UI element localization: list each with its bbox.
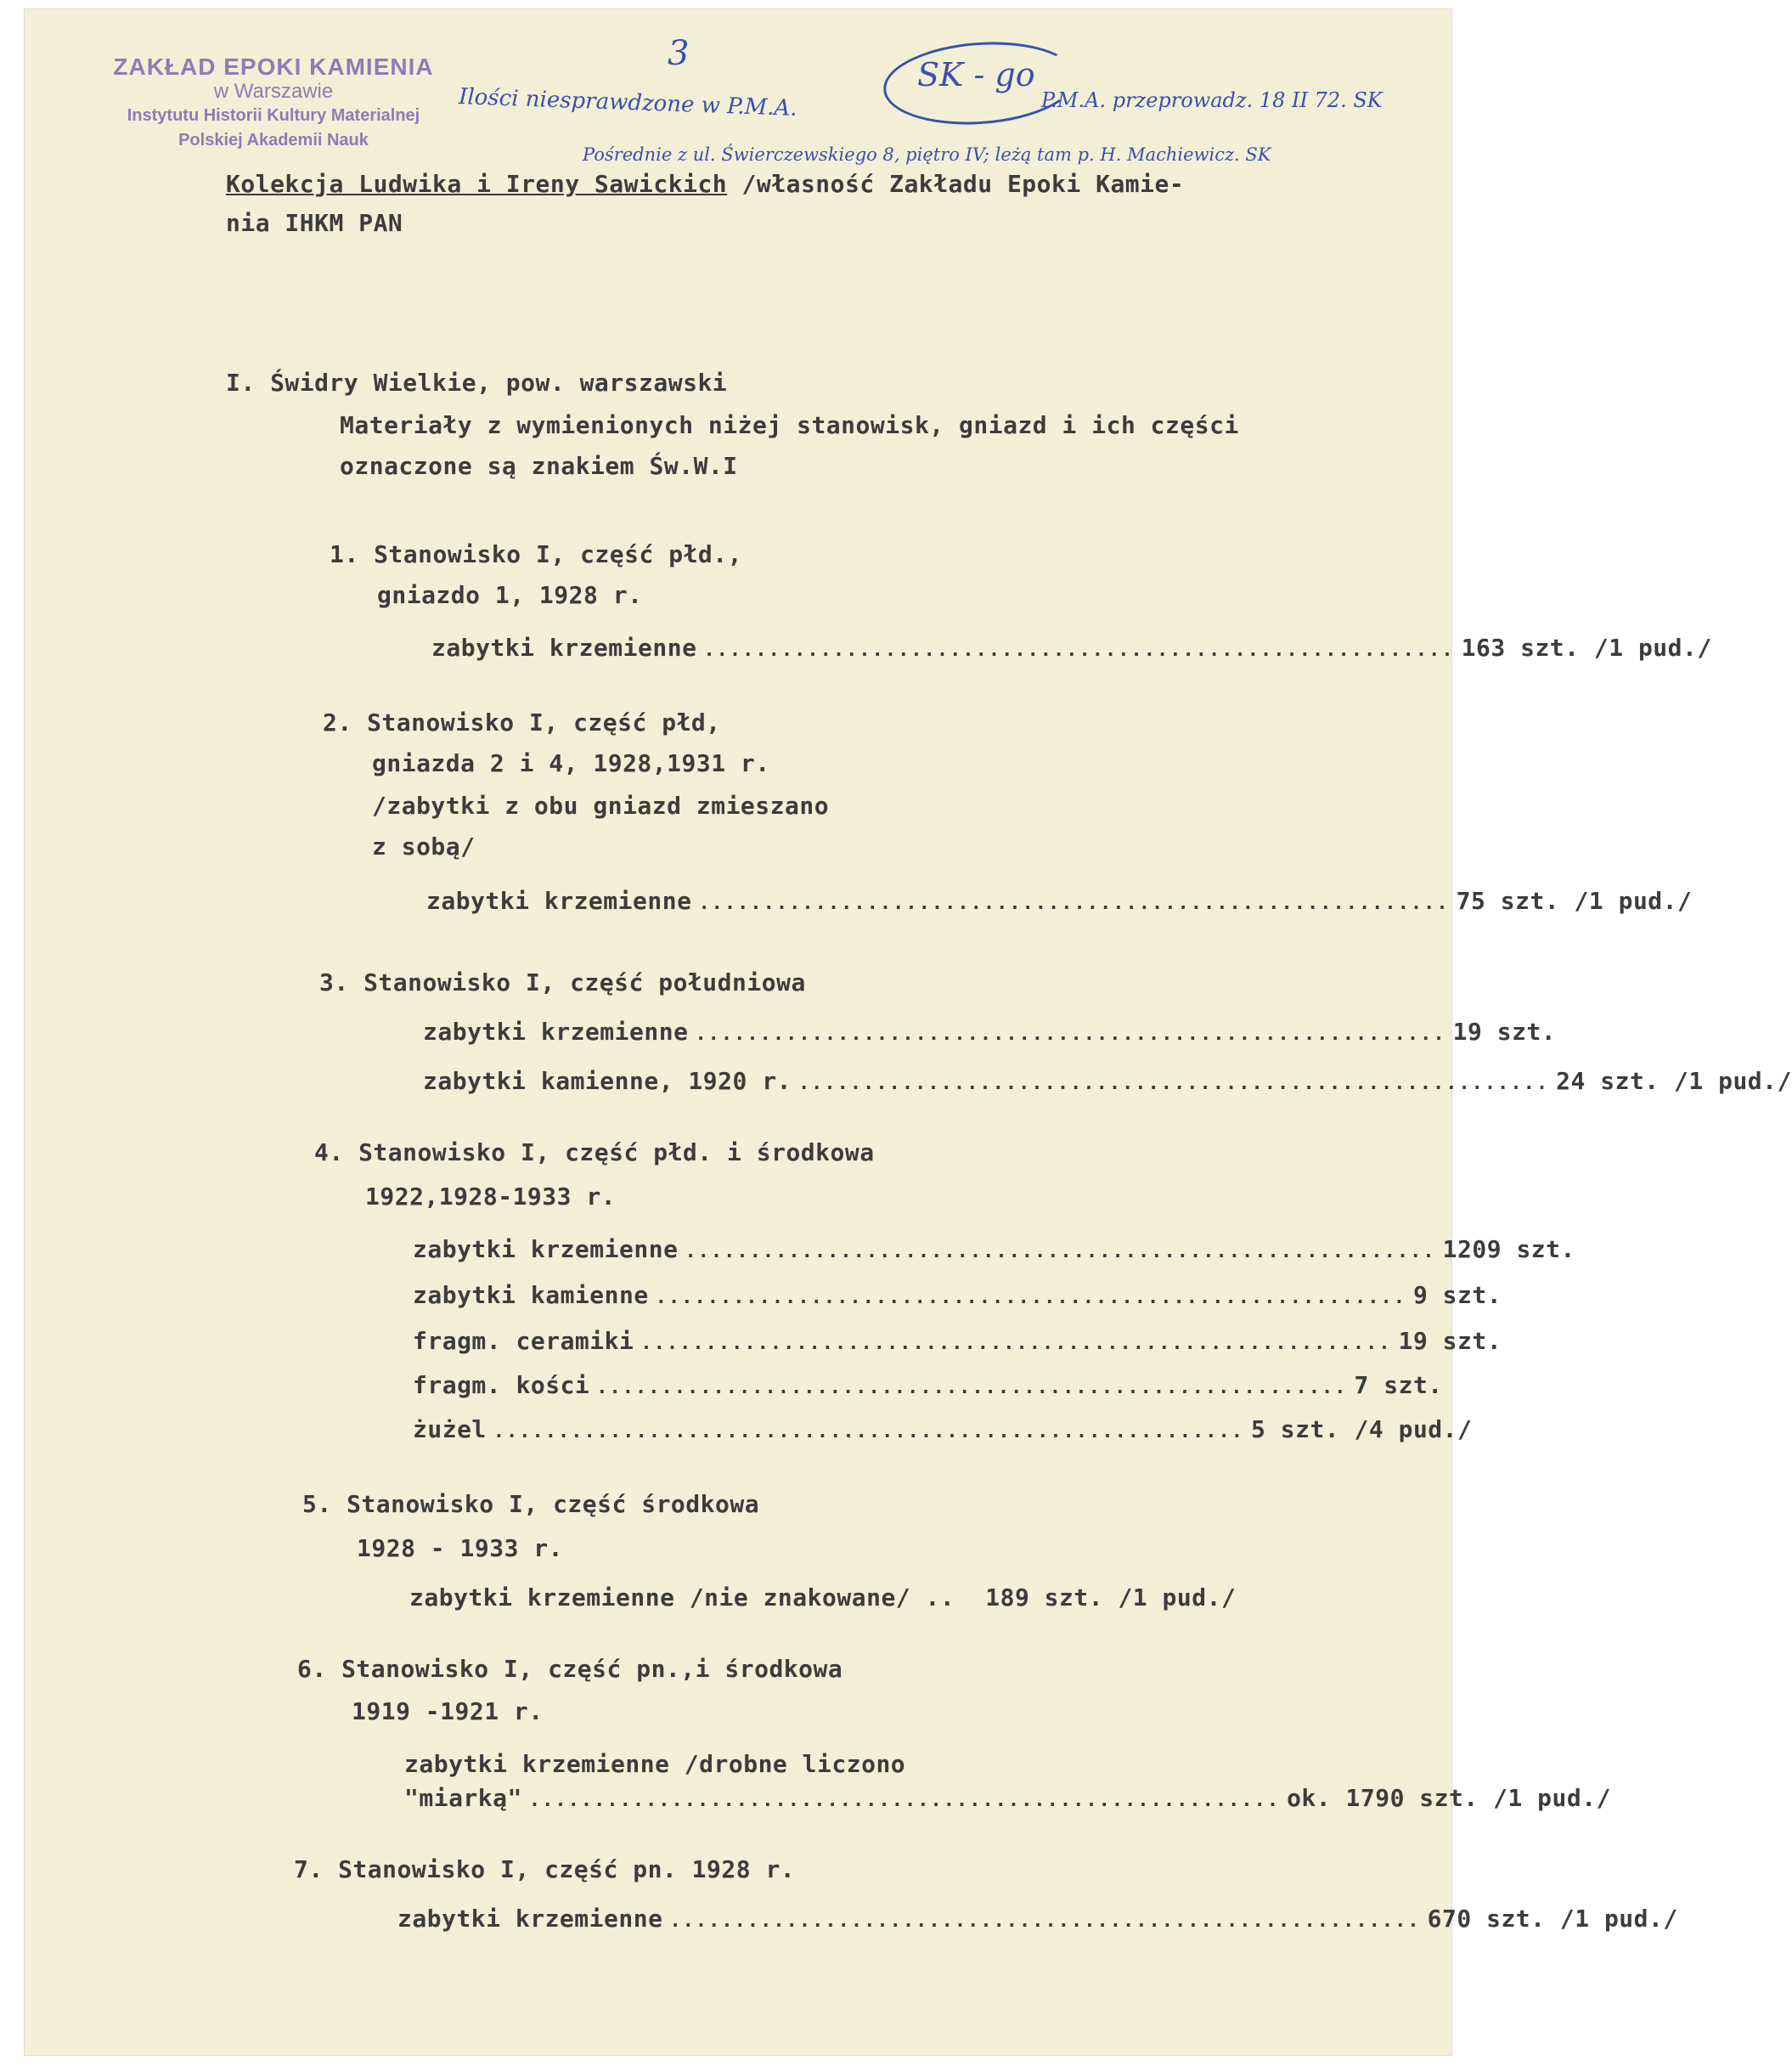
stamp-line-2: w Warszawie <box>213 80 334 103</box>
dot-leader: .......................................................... <box>596 1377 1348 1398</box>
row-label: fragm. kości <box>413 1371 590 1399</box>
item-7-row-flint <box>397 1905 1678 1933</box>
item-2-note-1: /zabytki z obu gniazd zmieszano <box>372 792 830 820</box>
item-5-row-flint <box>409 1583 1395 1612</box>
item-4-row-slag <box>413 1415 1473 1443</box>
item-6-heading: 6. Stanowisko I, część pn.,i środkowa <box>297 1655 843 1683</box>
dot-leader: .......................................................... <box>493 1421 1245 1442</box>
item-4-row-ceramics <box>413 1327 1502 1355</box>
row-quantity: 1209 szt. <box>1442 1235 1575 1263</box>
row-label: żużel <box>413 1415 487 1443</box>
item-2-row-flint <box>426 887 1693 915</box>
section-title: I. Świdry Wielkie, pow. warszawski <box>226 369 728 397</box>
row-label: zabytki krzemienne <box>431 634 697 662</box>
item-3-row-flint <box>423 1018 1557 1046</box>
item-6-years: 1919 -1921 r. <box>352 1697 544 1725</box>
row-quantity: 19 szt. <box>1398 1327 1502 1355</box>
item-3-heading: 3. Stanowisko I, część południowa <box>319 968 806 996</box>
item-6-note: zabytki krzemienne /drobne liczono <box>404 1750 906 1778</box>
row-quantity: 189 szt. /1 pud./ <box>985 1583 1237 1612</box>
section-intro-1: Materiały z wymienionych niżej stanowisk, gniazd i ich części <box>340 411 1239 439</box>
item-6-row-flint <box>404 1784 1611 1812</box>
item-4-heading: 4. Stanowisko I, część płd. i środkowa <box>314 1138 875 1166</box>
row-label: zabytki kamienne, 1920 r. <box>423 1067 792 1095</box>
row-label: "miarką" <box>404 1784 522 1812</box>
heading-line-2: nia IHKM PAN <box>226 209 403 237</box>
row-quantity: 75 szt. /1 pud./ <box>1456 887 1693 915</box>
heading-line-1 <box>226 170 1184 198</box>
row-label: zabytki krzemienne /nie znakowane/ .. <box>409 1583 955 1612</box>
handwritten-note-left: Ilości niesprawdzone w P.M.A. <box>458 84 798 121</box>
item-5-years: 1928 - 1933 r. <box>357 1534 564 1562</box>
item-4-row-flint <box>413 1235 1575 1263</box>
item-2-heading: 2. Stanowisko I, część płd, <box>323 708 721 737</box>
stamp-line-3: Instytutu Historii Kultury Materialnej <box>127 106 420 125</box>
dot-leader: .......................................................... <box>528 1790 1281 1811</box>
item-4-years: 1922,1928-1933 r. <box>365 1183 617 1211</box>
institution-stamp <box>95 54 452 153</box>
item-1-nest: gniazdo 1, 1928 r. <box>377 581 643 609</box>
item-7-heading: 7. Stanowisko I, część pn. 1928 r. <box>294 1855 796 1883</box>
row-label: zabytki krzemienne <box>423 1018 689 1046</box>
item-5-heading: 5. Stanowisko I, część środkowa <box>302 1490 760 1518</box>
row-quantity: ok. 1790 szt. /1 pud./ <box>1287 1784 1611 1812</box>
stamp-line-1: ZAKŁAD EPOKI KAMIENIA <box>113 54 434 80</box>
heading-ownership: /własność Zakładu Epoki Kamie- <box>727 170 1185 198</box>
dot-leader: .......................................................... <box>655 1287 1406 1308</box>
item-2-note-2: z sobą/ <box>372 833 476 861</box>
handwritten-page-number: 3 <box>668 34 690 73</box>
row-label: zabytki krzemienne <box>426 887 692 915</box>
row-label: zabytki kamienne <box>413 1281 649 1309</box>
dot-leader: .......................................................... <box>685 1241 1436 1262</box>
row-label: zabytki krzemienne <box>397 1905 663 1933</box>
heading-collection-name: Kolekcja Ludwika i Ireny Sawickich <box>226 170 728 198</box>
item-2-nests: gniazda 2 i 4, 1928,1931 r. <box>372 749 770 777</box>
dot-leader: .......................................................... <box>695 1024 1446 1045</box>
row-quantity: 19 szt. <box>1452 1018 1557 1046</box>
row-quantity: 9 szt. <box>1412 1281 1502 1309</box>
row-quantity: 5 szt. /4 pud./ <box>1251 1415 1473 1443</box>
item-4-row-stone <box>413 1281 1502 1309</box>
item-4-row-bones <box>413 1371 1443 1399</box>
row-quantity: 7 szt. <box>1354 1371 1443 1399</box>
item-1-heading: 1. Stanowisko I, część płd., <box>330 540 743 568</box>
dot-leader: .......................................................... <box>698 893 1450 914</box>
section-intro-2: oznaczone są znakiem Św.W.I <box>340 452 738 480</box>
dot-leader: .......................................................... <box>640 1333 1392 1354</box>
item-3-row-stone <box>423 1067 1792 1095</box>
dot-leader: .......................................................... <box>703 640 1455 661</box>
handwritten-note-right: P.M.A. przeprowadz. 18 II 72. SK <box>1041 88 1383 112</box>
row-label: fragm. ceramiki <box>413 1327 634 1355</box>
handwritten-oval-note: SK - go <box>917 56 1035 93</box>
item-1-row-flint <box>431 634 1712 662</box>
dot-leader: .......................................................... <box>669 1911 1421 1932</box>
dot-leader: .......................................................... <box>797 1073 1550 1094</box>
row-quantity: 163 szt. /1 pud./ <box>1461 634 1712 662</box>
stamp-line-4: Polskiej Akademii Nauk <box>178 131 369 150</box>
row-label: zabytki krzemienne <box>413 1235 679 1263</box>
row-quantity: 24 szt. /1 pud./ <box>1556 1067 1792 1095</box>
handwritten-note-line2: Pośrednie z ul. Świerczewskiego 8, piętro IV; leżą tam p. H. Machiewicz. SK <box>583 144 1271 165</box>
row-quantity: 670 szt. /1 pud./ <box>1427 1905 1678 1933</box>
